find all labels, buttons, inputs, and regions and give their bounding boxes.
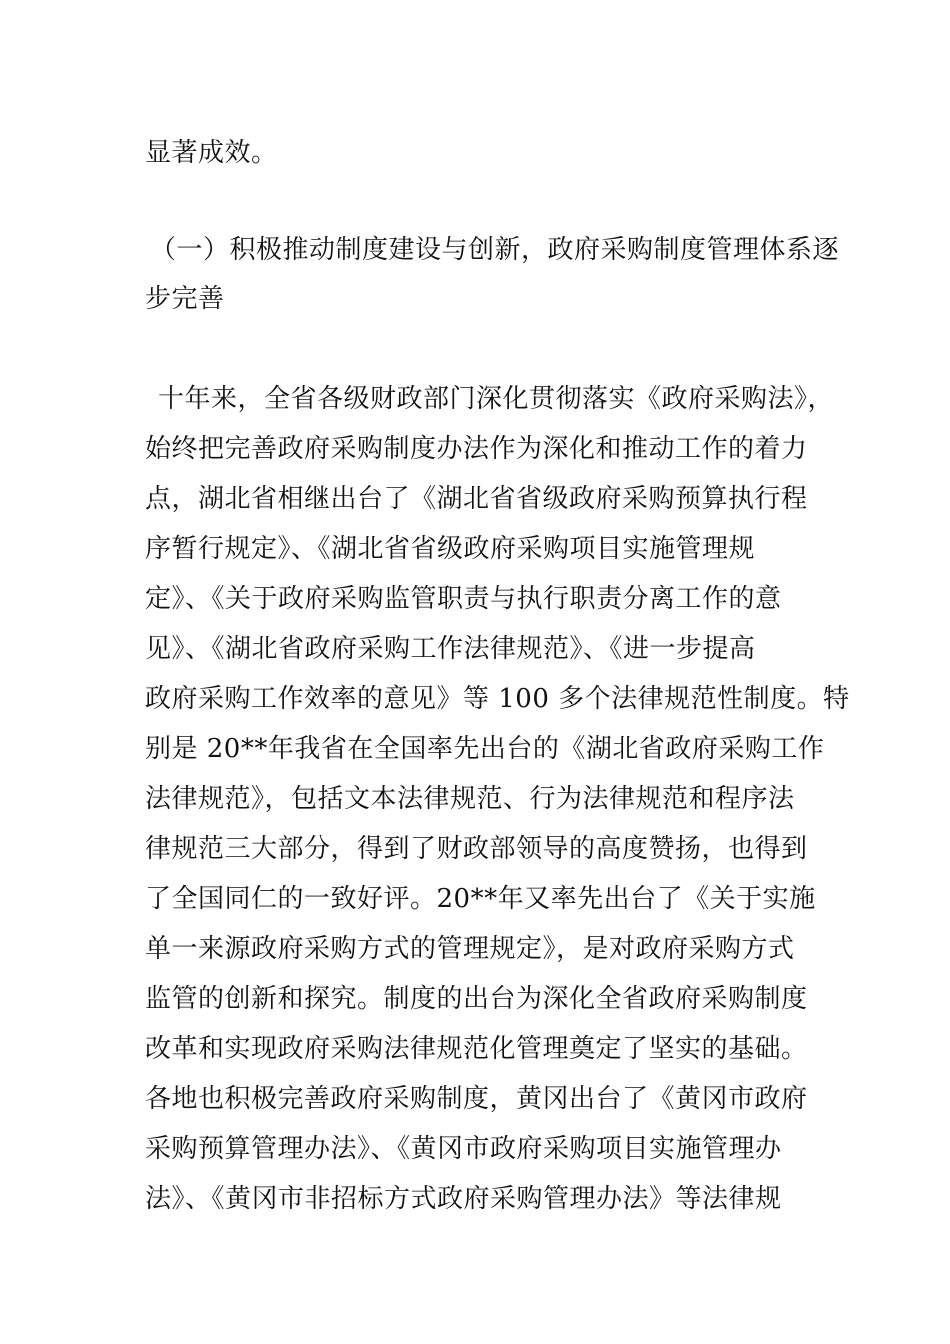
- section-heading-line: （一）积极推动制度建设与创新，政府采购制度管理体系逐: [150, 235, 840, 265]
- paragraph-line: 显著成效。: [145, 138, 278, 168]
- paragraph-line: 见》、《湖北省政府采购工作法律规范》、《进一步提高: [145, 634, 756, 664]
- paragraph-line: 单一来源政府采购方式的管理规定》，是对政府采购方式: [145, 934, 795, 964]
- paragraph-line: 律规范三大部分，得到了财政部领导的高度赞扬，也得到: [145, 834, 808, 864]
- paragraph-line: 政府采购工作效率的意见》等 100 多个法律规范性制度。特: [145, 684, 850, 714]
- paragraph-line: 法律规范》，包括文本法律规范、行为法律规范和程序法: [145, 784, 795, 814]
- paragraph-line: 法》、《黄冈市非招标方式政府采购管理办法》等法律规: [145, 1184, 782, 1214]
- paragraph-line: 各地也积极完善政府采购制度，黄冈出台了《黄冈市政府: [145, 1084, 808, 1114]
- paragraph-line: 采购预算管理办法》、《黄冈市政府采购项目实施管理办: [145, 1134, 782, 1164]
- section-heading-line: 步完善: [145, 284, 225, 314]
- paragraph-line: 改革和实现政府采购法律规范化管理奠定了坚实的基础。: [145, 1034, 808, 1064]
- paragraph-line: 始终把完善政府采购制度办法作为深化和推动工作的着力: [145, 434, 808, 464]
- paragraph-line: 十年来，全省各级财政部门深化贯彻落实《政府采购法》，: [158, 384, 835, 414]
- paragraph-line: 定》、《关于政府采购监管职责与执行职责分离工作的意: [145, 584, 782, 614]
- paragraph-line: 监管的创新和探究。制度的出台为深化全省政府采购制度: [145, 984, 808, 1014]
- paragraph-line: 点，湖北省相继出台了《湖北省省级政府采购预算执行程: [145, 484, 808, 514]
- paragraph-line: 序暂行规定》、《湖北省省级政府采购项目实施管理规: [145, 534, 756, 564]
- paragraph-line: 别是 20**年我省在全国率先出台的《湖北省政府采购工作: [145, 734, 825, 764]
- paragraph-line: 了全国同仁的一致好评。20**年又率先出台了《关于实施: [145, 884, 816, 914]
